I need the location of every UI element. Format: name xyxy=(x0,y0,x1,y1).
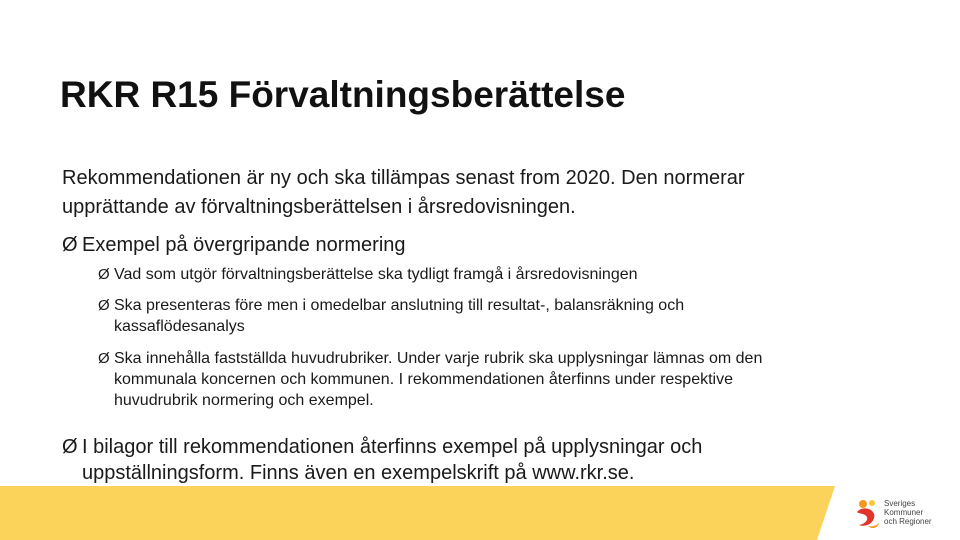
bullet-main xyxy=(62,434,822,486)
skr-logo-icon xyxy=(854,498,882,532)
bullet-text: Exempel på övergripande normering xyxy=(82,234,406,256)
footer-stripe xyxy=(0,486,960,540)
bullet-text: Ska innehålla fastställda huvudrubriker. Under varje rubrik ska upplysningar lämnas om den kommunala koncernen och kommunen. I rekommendationen återfinns under respektive huvudrubrik normering och exempel. xyxy=(114,350,763,409)
bullet-sub xyxy=(98,295,798,337)
logo-text: Sveriges Kommuner och Regioner xyxy=(884,499,932,526)
bullet-text: I bilagor till rekommendationen återfinns exempel på upplysningar och uppställningsform. Finns även en exempelskrift på www.rkr.se. xyxy=(82,436,703,484)
slide-title: RKR R15 Förvaltningsberättelse xyxy=(60,74,626,115)
arrow-bullet-icon: Ø xyxy=(98,350,110,367)
arrow-bullet-icon: Ø xyxy=(62,234,78,256)
bullet-text: Vad som utgör förvaltningsberättelse ska tydligt framgå i årsredovisningen xyxy=(114,266,638,283)
bullet-sub xyxy=(98,264,638,285)
bullet-sub xyxy=(98,348,808,411)
arrow-bullet-icon: Ø xyxy=(98,297,110,314)
bullet-text: Ska presenteras före men i omedelbar anslutning till resultat-, balansräkning och kassaflödesanalys xyxy=(114,297,685,335)
arrow-bullet-icon: Ø xyxy=(98,266,110,283)
bullet-main xyxy=(62,232,406,258)
intro-paragraph: Rekommendationen är ny och ska tillämpas senast from 2020. Den normerar upprättande av förvaltningsberättelsen i årsredovisningen. xyxy=(62,167,745,218)
skr-logo xyxy=(850,494,950,536)
arrow-bullet-icon: Ø xyxy=(62,436,78,458)
